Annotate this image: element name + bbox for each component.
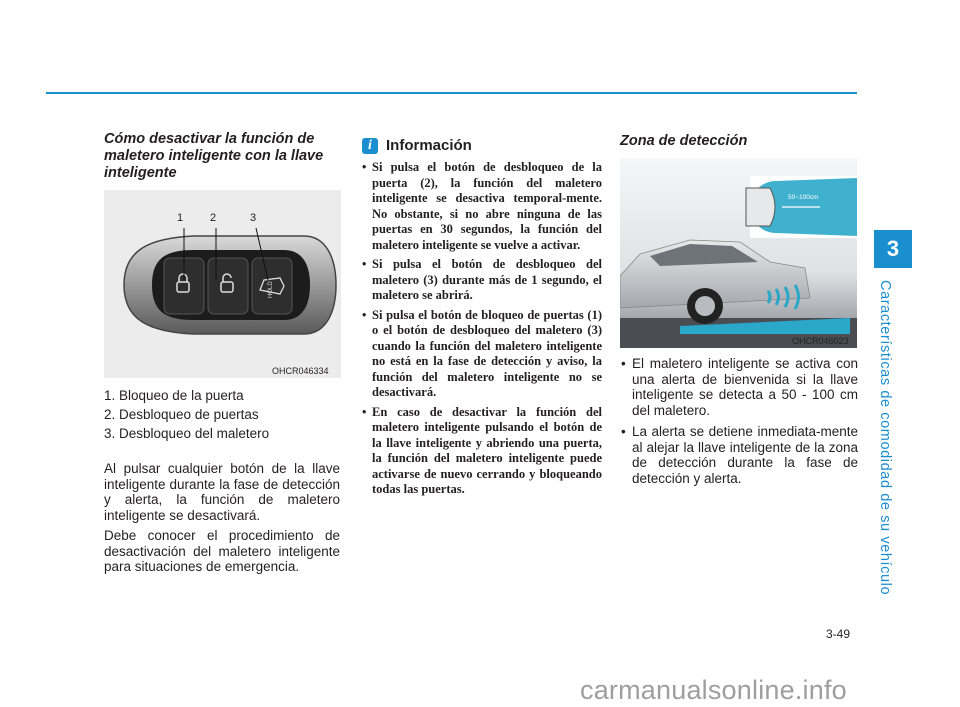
info-item: • Si pulsa el botón de bloqueo de puertas (1) o el botón de desbloqueo del maletero (3) cuando la función del maletero inteligente no está en la fase de detección y aviso, la función del maletero inteligente no se desactivará. bbox=[362, 308, 602, 401]
info-header bbox=[362, 137, 472, 154]
section-heading-deactivate: Cómo desactivar la función de maletero inteligente con la llave inteligente bbox=[104, 131, 324, 181]
figure-code: OHCR046334 bbox=[272, 366, 329, 376]
info-item: • Si pulsa el botón de desbloqueo del maletero (3) durante más de 1 segundo, el maletero se abrirá. bbox=[362, 257, 602, 304]
hold-label: HOLD bbox=[268, 281, 274, 298]
legend-item: 1. Bloqueo de la puerta bbox=[104, 388, 244, 403]
info-item: • En caso de desactivar la función del maletero inteligente pulsando el botón de la llave inteligente y abriendo una puerta, la función del maletero inteligente puede activarse de nuevo cerrando y bloqueando todas las puertas. bbox=[362, 405, 602, 498]
paragraph: Debe conocer el procedimiento de desactivación del maletero inteligente para situaciones de emergencia. bbox=[104, 528, 340, 574]
smart-key-illustration bbox=[104, 190, 341, 378]
callout-2: 2 bbox=[210, 212, 217, 224]
info-icon: i bbox=[362, 138, 378, 154]
callout-3: 3 bbox=[250, 212, 257, 224]
section-heading-detection-zone: Zona de detección bbox=[620, 133, 748, 149]
chapter-title-vertical: Características de comodidad de su vehículo bbox=[877, 280, 893, 596]
info-title: Información bbox=[386, 137, 472, 154]
page-number: 3-49 bbox=[826, 627, 851, 641]
paragraph: Al pulsar cualquier botón de la llave inteligente durante la fase de detección y alerta, la función de maletero inteligente se desactivará. bbox=[104, 461, 340, 523]
top-rule bbox=[46, 92, 857, 94]
detection-bullet: • La alerta se detiene inmediata-mente al alejar la llave inteligente de la zona de detección durante la fase de detección y alerta. bbox=[620, 424, 858, 486]
info-item: • Si pulsa el botón de desbloqueo de la puerta (2), la función del maletero inteligente se desactiva temporal-mente. No obstante, si no abre ninguna de las puertas en 30 segundos, la función del maletero inteligente se vuelve a activar. bbox=[362, 160, 602, 253]
legend-item: 3. Desbloqueo del maletero bbox=[104, 426, 270, 441]
car-detection-illustration bbox=[620, 158, 857, 348]
detection-bullet: • El maletero inteligente se activa con una alerta de bienvenida si la llave inteligente se detecta a 50 - 100 cm del maletero. bbox=[620, 356, 858, 418]
callout-1: 1 bbox=[177, 212, 184, 224]
watermark: carmanualsonline.info bbox=[580, 675, 847, 705]
range-label: 50~100cm bbox=[788, 194, 819, 201]
detection-zone-figure bbox=[620, 158, 857, 348]
detection-bullets bbox=[620, 356, 858, 486]
figure-code: OHCR046023 bbox=[792, 336, 849, 346]
chapter-number-tab: 3 bbox=[874, 230, 912, 268]
legend-item: 2. Desbloqueo de puertas bbox=[104, 407, 259, 422]
smart-key-figure bbox=[104, 190, 341, 378]
button-legend-list bbox=[104, 386, 344, 443]
info-list bbox=[362, 160, 602, 502]
